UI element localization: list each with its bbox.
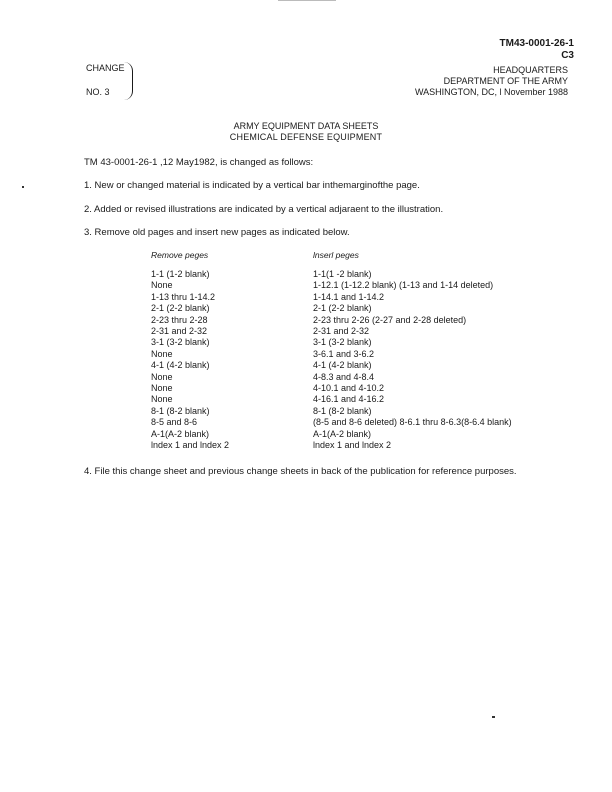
org-location-date: WASHINGTON, DC, l November 1988 xyxy=(414,87,568,97)
list-item: lndex 1 and lndex 2 xyxy=(151,440,230,451)
list-item: 4-1 (4-2 blank) xyxy=(313,360,372,371)
list-item: 3-1 (3-2 blank) xyxy=(313,337,372,348)
title-line1: ARMY EQUIPMENT DATA SHEETS xyxy=(233,121,379,131)
list-item: 3-6.1 and 3-6.2 xyxy=(313,348,375,359)
list-item: 1-12.1 (1-12.2 blank) (1-13 and 1-14 deleted) xyxy=(313,280,494,291)
list-item: 2-1 (2-2 blank) xyxy=(313,303,372,314)
list-item: None xyxy=(151,394,173,405)
list-item: A-1(A-2 blank) xyxy=(151,428,210,439)
list-item: (8-5 and 8-6 deleted) 8-6.1 thru 8-6.3(8-6.4 blank) xyxy=(313,417,512,428)
list-item: 8-5 and 8-6 xyxy=(151,417,198,428)
insert-pages-list xyxy=(313,269,512,452)
list-item: 4-16.1 and 4-16.2 xyxy=(313,394,385,405)
instruction-4: 4. File this change sheet and previous change sheets in back of the publication for reference purposes. xyxy=(84,466,517,477)
list-item: 2-31 and 2-32 xyxy=(313,326,370,337)
insert-pages-header: lnserl peges xyxy=(313,250,359,260)
scan-speck xyxy=(22,186,24,188)
list-item: 2-31 and 2-32 xyxy=(151,326,208,337)
list-item: None xyxy=(151,280,173,291)
change-number: NO. 3 xyxy=(86,87,110,97)
list-item: 4-8.3 and 4-8.4 xyxy=(313,371,375,382)
change-brace xyxy=(124,62,133,100)
top-scan-rule xyxy=(278,0,336,1)
intro-text: TM 43-0001-26-1 ,12 May1982, is changed as follows: xyxy=(84,157,314,168)
instruction-1: 1. New or changed material is indicated by a vertical bar inthemarginofthe page. xyxy=(84,180,420,191)
list-item: 1-14.1 and 1-14.2 xyxy=(313,291,385,302)
list-item: 3-1 (3-2 blank) xyxy=(151,337,210,348)
org-department: DEPARTMENT OF THE ARMY xyxy=(443,76,568,86)
doc-number: TM43-0001-26-1 xyxy=(499,38,574,49)
remove-pages-header: Remove peges xyxy=(151,250,209,260)
list-item: None xyxy=(151,371,173,382)
list-item: 2-23 thru 2-28 xyxy=(151,314,208,325)
list-item: None xyxy=(151,383,173,394)
list-item: 2-23 thru 2-26 (2-27 and 2-28 deleted) xyxy=(313,314,467,325)
org-headquarters: HEADQUARTERS xyxy=(493,65,568,75)
instruction-2: 2. Added or revised illustrations are indicated by a vertical adjaraent to the illustration. xyxy=(84,204,444,215)
list-item: A-1(A-2 blank) xyxy=(313,428,372,439)
list-item: 1-13 thru 1-14.2 xyxy=(151,291,216,302)
list-item: None xyxy=(151,348,173,359)
change-label: CHANGE xyxy=(86,63,125,73)
list-item: 8-1 (8-2 blank) xyxy=(151,405,210,416)
change-code: C3 xyxy=(561,50,574,61)
scan-speck xyxy=(492,716,495,718)
list-item: 4-10.1 and 4-10.2 xyxy=(313,383,385,394)
list-item: lndex 1 and lndex 2 xyxy=(313,440,392,451)
list-item: 2-1 (2-2 blank) xyxy=(151,303,210,314)
remove-pages-list xyxy=(151,269,229,452)
title-line2: CHEMICAL DEFENSE EQUIPMENT xyxy=(229,132,383,142)
instruction-3: 3. Remove old pages and insert new pages as indicated below. xyxy=(84,227,350,238)
list-item: 8-1 (8-2 blank) xyxy=(313,405,372,416)
list-item: 1-1(1 -2 blank) xyxy=(313,269,372,279)
list-item: 1-1 (1-2 blank) xyxy=(151,269,210,279)
list-item: 4-1 (4-2 blank) xyxy=(151,360,210,371)
